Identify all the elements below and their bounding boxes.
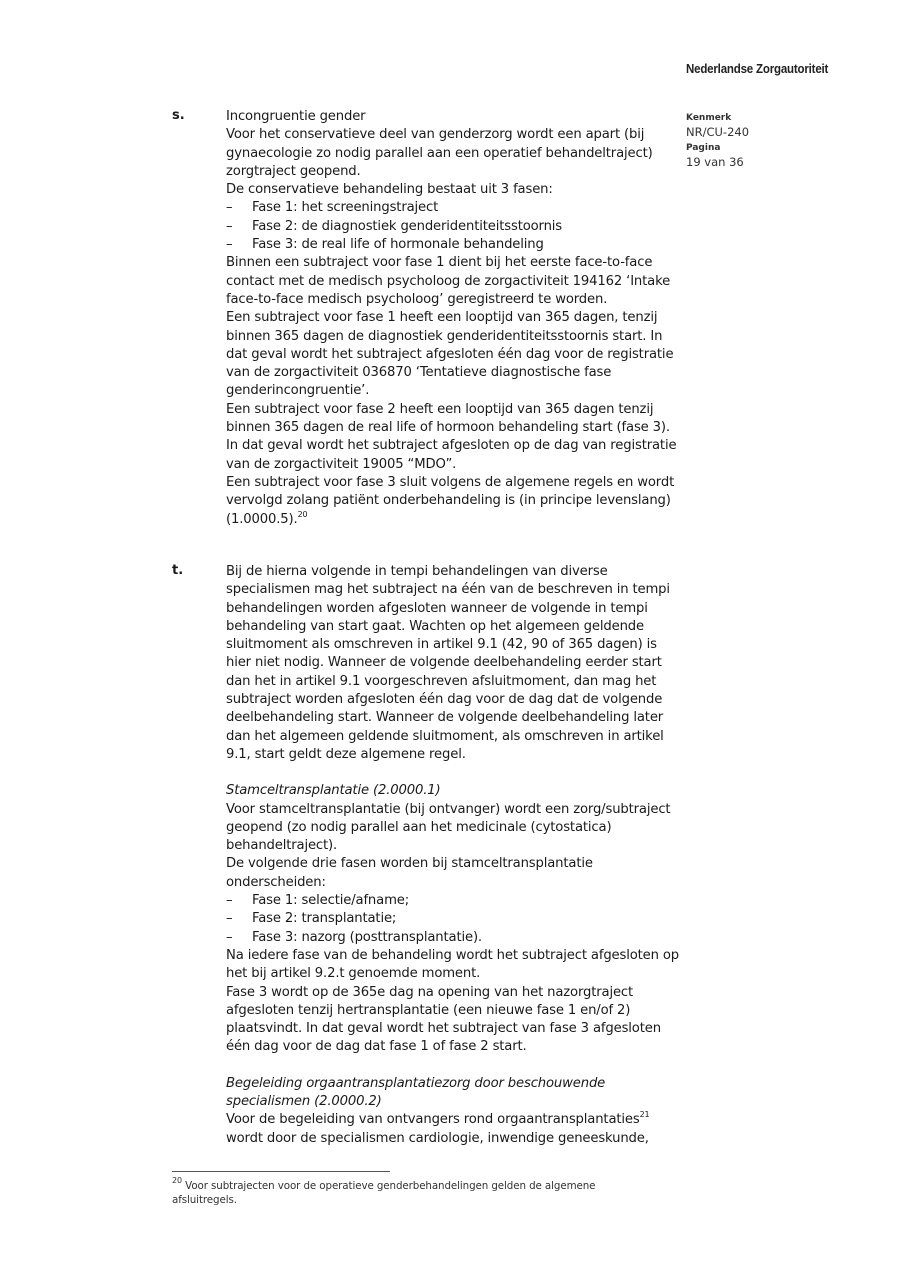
pagina-value: 19 van 36 [686, 155, 744, 169]
paragraph: Een subtraject voor fase 1 heeft een looptijd van 365 dagen, tenzij binnen 365 dagen de diagnostiek genderidentiteitsstoornis start. In dat geval wordt het subtraject afgesloten één dag voor de registratie van de zorgactiviteit 036870 ‘Tentatieve diagnostische fase genderincongruentie’. [226, 310, 674, 399]
paragraph: Een subtraject voor fase 2 heeft een looptijd van 365 dagen tenzij binnen 365 dagen de real life of hormoon behandeling start (fase 3). In dat geval wordt het subtraject afgesloten op de dag van registratie van de zorgactiviteit 19005 “MDO”. [226, 401, 677, 472]
pagina-label: Pagina [686, 143, 721, 153]
footnote-ref[interactable]: 20 [297, 509, 308, 519]
paragraph: De conservatieve behandeling bestaat uit 3 fasen: [226, 182, 553, 198]
list-item: – Fase 3: de real life of hormonale behandeling [226, 236, 680, 254]
paragraph [226, 474, 680, 529]
section-marker: t. [172, 563, 184, 578]
paragraph: Bij de hierna volgende in tempi behandelingen van diverse specialismen mag het subtraject na één van de beschreven in tempi behandelingen worden afgesloten wanneer de volgende in tempi behandeling van start gaat. Wachten op het algemeen geldende sluitmoment als omschreven in artikel 9.1 (42, 90 of 365 dagen) is hier niet nodig. Wanneer de volgende deelbehandeling eerder start dan het in artikel 9.1 voorgeschreven afsluitmoment, dan mag het subtraject worden afgesloten één dag voor de dag dat de volgende deelbehandeling start. Wanneer de volgende deelbehandeling later dan het algemeen geldende sluitmoment, als omschreven in artikel 9.1, start geldt deze algemene regel. [226, 564, 670, 762]
section-s [172, 108, 682, 529]
list-item: – Fase 3: nazorg (posttransplantatie). [226, 929, 680, 947]
section-title: Incongruentie gender [226, 109, 366, 124]
footnote [172, 1176, 652, 1207]
paragraph: Fase 3 wordt op de 365e dag na opening van het nazorgtraject afgesloten tenzij hertransplantatie (een nieuwe fase 1 en/of 2) plaatsvindt. In dat geval wordt het subtraject van fase 3 afgesloten één dag voor de dag dat fase 1 of fase 2 start. [226, 984, 661, 1055]
paragraph: Voor stamceltransplantatie (bij ontvanger) wordt een zorg/subtraject geopend (zo nodig parallel aan het medicinale (cytostatica) behandeltraject). [226, 801, 671, 854]
organization-name: Nederlandse Zorgautoriteit [686, 62, 829, 76]
paragraph: Voor het conservatieve deel van genderzorg wordt een apart (bij gynaecologie zo nodig parallel aan een operatief behandeltraject) zorgtraject geopend. [226, 127, 653, 179]
list-item: – Fase 1: het screeningstraject [226, 199, 680, 217]
list-item: – Fase 1: selectie/afname; [226, 892, 680, 910]
footnote-text: Voor subtrajecten voor de operatieve genderbehandelingen gelden de algemene afsluitregels. [172, 1180, 596, 1206]
paragraph-text: Voor de begeleiding van ontvangers rond orgaantransplantaties [226, 1112, 640, 1128]
paragraph-text: Een subtraject voor fase 3 sluit volgens de algemene regels en wordt vervolgd zolang patiënt onderbehandeling is (in principe levenslang) (1.0000.5). [226, 474, 675, 527]
subsection-title: Stamceltransplantatie (2.0000.1) [226, 783, 441, 799]
kenmerk-label: Kenmerk [686, 113, 732, 123]
paragraph: De volgende drie fasen worden bij stamceltransplantatie onderscheiden: [226, 856, 593, 890]
document-meta [686, 112, 749, 172]
list-item: – Fase 2: de diagnostiek genderidentiteitsstoornis [226, 218, 680, 236]
phase-list [226, 892, 680, 947]
subsection-title: Begeleiding orgaantransplantatiezorg door beschouwende specialismen (2.0000.2) [226, 1075, 606, 1110]
paragraph: Binnen een subtraject voor fase 1 dient bij het eerste face-to-face contact met de medisch psycholoog de zorgactiviteit 194162 ‘Intake face-to-face medisch psycholoog’ geregistreerd te worden. [226, 255, 671, 307]
section-t [172, 563, 682, 1148]
section-marker: s. [172, 108, 185, 123]
footnote-ref[interactable]: 21 [639, 1110, 650, 1120]
kenmerk-value: NR/CU-240 [686, 125, 750, 139]
footnote-number: 20 [172, 1176, 182, 1185]
phase-list [226, 199, 680, 254]
footnote-divider [172, 1171, 390, 1172]
paragraph [226, 1111, 680, 1148]
paragraph: Na iedere fase van de behandeling wordt het subtraject afgesloten op het bij artikel 9.2.t genoemde moment. [226, 947, 680, 982]
list-item: – Fase 2: transplantatie; [226, 910, 680, 928]
paragraph-text: wordt door de specialismen cardiologie, inwendige geneeskunde, [226, 1130, 649, 1146]
